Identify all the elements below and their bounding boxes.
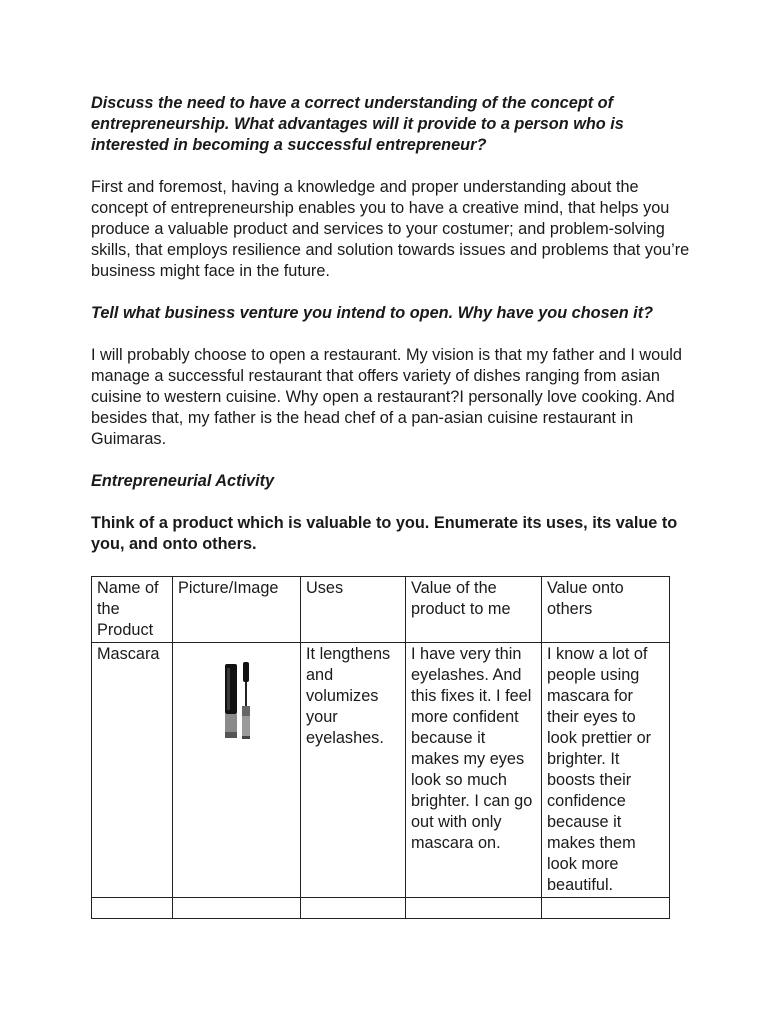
cell-uses: It lengthens and volumizes your eyelashes.: [301, 643, 406, 898]
section-heading: Entrepreneurial Activity: [91, 472, 275, 490]
table-row-empty: [92, 898, 670, 919]
cell-value-to-others: I know a lot of people using mascara for their eyes to look prettier or brighter. It boosts their confidence because it makes them look more beautiful.: [542, 643, 670, 898]
question-1: Discuss the need to have a correct understanding of the concept of entrepreneurship. What advantages will it provide to a person who is interested in becoming a successful entrepreneur?: [91, 94, 624, 154]
header-value-to-others: Value onto others: [542, 577, 670, 643]
document-page: [91, 93, 691, 919]
header-value-to-me: Value of the product to me: [406, 577, 542, 643]
answer-1: First and foremost, having a knowledge and proper understanding about the concept of entrepreneurship enables you to have a creative mind, that helps you produce a valuable product and services to your costumer; and problem-solving skills, that employs resilience and solution towards issues and problems that you’re business might face in the future.: [91, 178, 690, 280]
question-2: Tell what business venture you intend to open. Why have you chosen it?: [91, 304, 654, 322]
product-table: [91, 576, 670, 919]
table-header-row: [92, 577, 670, 643]
cell-product-name: Mascara: [92, 643, 173, 898]
header-name: Name of the Product: [92, 577, 173, 643]
cell-value-to-me: I have very thin eyelashes. And this fixes it. I feel more confident because it makes my eyes look so much brighter. I can go out with only mascara on.: [406, 643, 542, 898]
cell-product-image: [173, 643, 301, 898]
empty-cell: [301, 898, 406, 919]
header-picture: Picture/Image: [173, 577, 301, 643]
empty-cell: [406, 898, 542, 919]
activity-prompt: Think of a product which is valuable to you. Enumerate its uses, its value to you, and onto others.: [91, 514, 678, 553]
empty-cell: [542, 898, 670, 919]
answer-2: I will probably choose to open a restaurant. My vision is that my father and I would manage a successful restaurant that offers variety of dishes ranging from asian cuisine to western cuisine. Why open a restaurant?I personally love cooking. And besides that, my father is the head chef of a pan-asian cuisine restaurant in Guimaras.: [91, 346, 682, 448]
empty-cell: [92, 898, 173, 919]
table-row: [92, 643, 670, 898]
mascara-image: [217, 660, 257, 744]
header-uses: Uses: [301, 577, 406, 643]
empty-cell: [173, 898, 301, 919]
